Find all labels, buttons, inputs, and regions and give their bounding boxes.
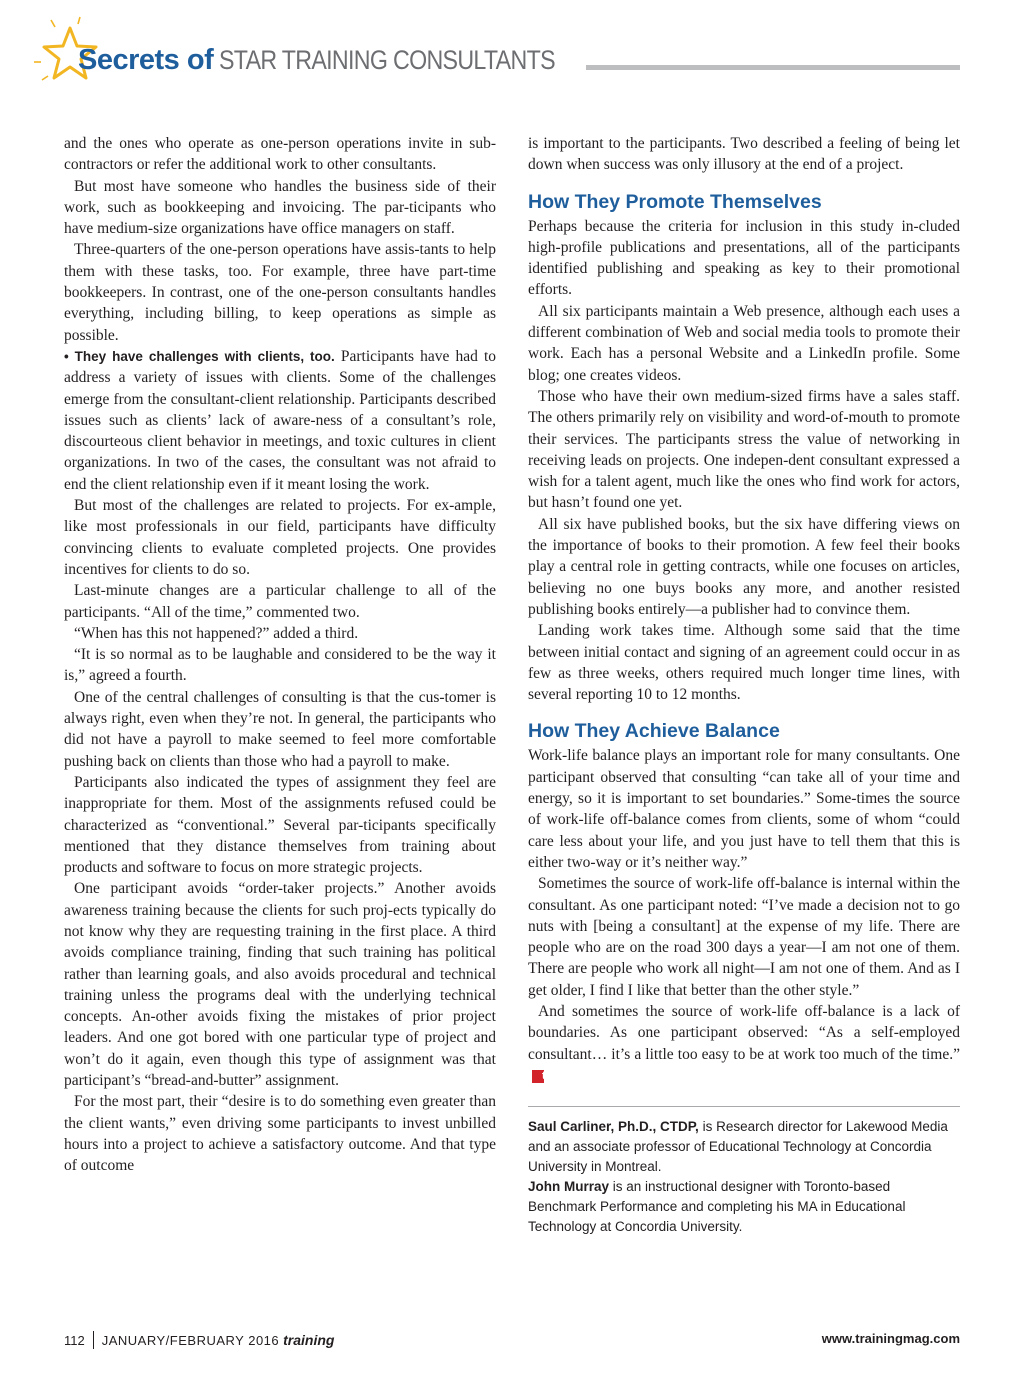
author-name: John Murray xyxy=(528,1179,610,1195)
right-column xyxy=(528,133,960,1237)
paragraph: One participant avoids “order-taker projects.” Another avoids awareness training because the clients for such proj-ects typically do not know why they are requesting training in the first place. A third avoids compliance training, finding that such training has political rather than learning goals, and also avoids procedural and technical training unless the programs deal with the underlying technical concepts. An-other avoids fixing the mistakes of prior project leaders. And one got bored with one particular type of project and won’t do it again, even though this type of assignment was that participant’s “bread-and-butter” assignment. xyxy=(64,880,496,1090)
paragraph: and the ones who operate as one-person operations invite in sub-contractors or refer the additional work to other consultants. xyxy=(64,135,496,174)
paragraph: Sometimes the source of work-life off-balance is internal within the consultant. As one participant noted: “I’ve made a decision not to go nuts with [being a consultant] at the expense of my life. There are people who are on the road 300 days a year—I am not one of them. There are people who work all night—I am not one of them. And as I get older, I find I like that better than the other style.” xyxy=(528,875,960,999)
paragraph: Participants also indicated the types of assignment they feel are inappropriate for them. Most of the assignments refused could be characterized as “conventional.” Several par-ticipants specifically mentioned that they distance themselves from training about products and software to focus on more strategic projects. xyxy=(64,773,496,877)
title-highlight: Secrets of xyxy=(78,44,214,76)
paragraph: All six have published books, but the six have differing views on the importance of books to their promotion. A few feel their books play a central role in getting contracts, while one focuses on articles, believing no one buys books any more, and another resisted publishing books entirely—a publisher had to convince them. xyxy=(528,515,960,618)
lead-in: • They have challenges with clients, too. xyxy=(64,348,335,364)
paragraph-final xyxy=(528,1001,960,1086)
paragraph: For the most part, their “desire is to do something even greater than the client wants,” even driving some participants to invest unbilled hours into a project to achieve a satisfactory outcome. And that type of outcome xyxy=(64,1093,496,1175)
paragraph: But most of the challenges are related to projects. For ex-ample, like most professionals in our field, participants have difficulty convincing clients to evaluate completed projects. One provides incentives for clients to do so. xyxy=(64,497,496,578)
paragraph: Work-life balance plays an important role for many consultants. One participant observed that consulting “can take all of your time and energy, so it is important to set boundaries.” Some-times the source of work-life off-balance comes from clients, some of whom “could care less about your life, and you just have to tell them that this is either two-way or it’s neither way.” xyxy=(528,747,960,871)
paragraph: But most have someone who handles the business side of their work, such as bookkeeping and invoicing. The par-ticipants who have medium-size organizations have office managers on staff. xyxy=(64,177,496,238)
paragraph: Three-quarters of the one-person operations have assis-tants to help them with these tasks, too. For example, three have part-time bookkeepers. In contrast, one of the one-person consultants handles everything, including billing, to keep operations as simple as possible. xyxy=(64,241,496,344)
author-bio xyxy=(528,1177,960,1237)
left-column xyxy=(64,133,496,1177)
paragraph: All six participants maintain a Web presence, although each uses a different combination of Web and social media tools to promote their work. Each has a personal Website and a LinkedIn profile. Some blog; one creates videos. xyxy=(528,302,960,384)
paragraph: One of the central challenges of consulting is that the cus-tomer is always right, even when they’re not. In general, the participants who did not have a payroll to make seemed to feel more comfortable pushing back on clients than those who had a payroll to make. xyxy=(64,688,496,770)
title-rest: STAR TRAINING CONSULTANTS xyxy=(219,45,556,75)
paragraph-text: And sometimes the source of work-life off-balance is a lack of boundaries. As one participant observed: “As a self-employed consultant… it’s a little too easy to be at work too much of the time.” xyxy=(528,1002,960,1063)
paragraph-text: Participants have had to address a variety of issues with clients. Some of the challenges emerge from the consultant-client relationship. Participants described issues such as clients’ lack of aware-ness of a consultant’s role, discourteous client behavior in meetings, and toxic cultures in client organizations. In two of the cases, the consultant was not afraid to end the client relationship even if it meant losing the work. xyxy=(64,347,497,493)
paragraph: is important to the participants. Two described a feeling of being let down when success was only illusory at the end of a project. xyxy=(528,135,960,174)
footer-url[interactable]: www.trainingmag.com xyxy=(821,1331,960,1346)
author-bio xyxy=(528,1117,960,1177)
author-bio-text: is Research director for Lakewood Media and an associate professor of Educational Technology at Concordia University in Montreal. xyxy=(528,1119,948,1175)
paragraph-challenges xyxy=(64,346,496,495)
paragraph: Those who have their own medium-sized firms have a sales staff. The others primarily rely on visibility and word-of-mouth to promote their services. The participants stress the value of networking in receiving leads on projects. One indepen-dent consultant expressed a wish for a talent agent, much like the ones who find work for actors, but hasn’t found one yet. xyxy=(528,387,960,512)
page-header xyxy=(30,14,970,94)
end-mark-icon: t xyxy=(532,1070,544,1083)
bio-divider xyxy=(528,1106,960,1107)
author-name: Saul Carliner, Ph.D., CTDP, xyxy=(528,1119,699,1135)
footer-left xyxy=(64,1331,334,1349)
paragraph: “When has this not happened?” added a third. xyxy=(74,624,359,642)
footer-separator xyxy=(93,1331,94,1349)
paragraph: Perhaps because the criteria for inclusion in this study in-cluded high-profile publications and presentations, all of the participants identified publishing and speaking as key to their promotional efforts. xyxy=(528,217,960,299)
paragraph: Landing work takes time. Although some said that the time between initial contact and signing of an agreement could occur in as few as three weeks, others required much longer time lines, with several reporting 10 to 12 months. xyxy=(528,622,960,704)
magazine-name: training xyxy=(283,1332,335,1348)
header-rule xyxy=(586,65,960,70)
page-title xyxy=(78,44,610,77)
author-bio-text: is an instructional designer with Toronto-based Benchmark Performance and completing his MA in Educational Technology at Concordia University. xyxy=(528,1179,906,1235)
page-number: 112 xyxy=(64,1333,85,1348)
section-heading-balance: How They Achieve Balance xyxy=(528,720,780,743)
section-heading-promote: How They Promote Themselves xyxy=(528,190,822,213)
paragraph: Last-minute changes are a particular challenge to all of the participants. “All of the time,” commented two. xyxy=(64,582,496,621)
paragraph: “It is so normal as to be laughable and considered to be the way it is,” agreed a fourth. xyxy=(64,646,496,685)
issue-date: JANUARY/FEBRUARY 2016 xyxy=(101,1333,280,1348)
